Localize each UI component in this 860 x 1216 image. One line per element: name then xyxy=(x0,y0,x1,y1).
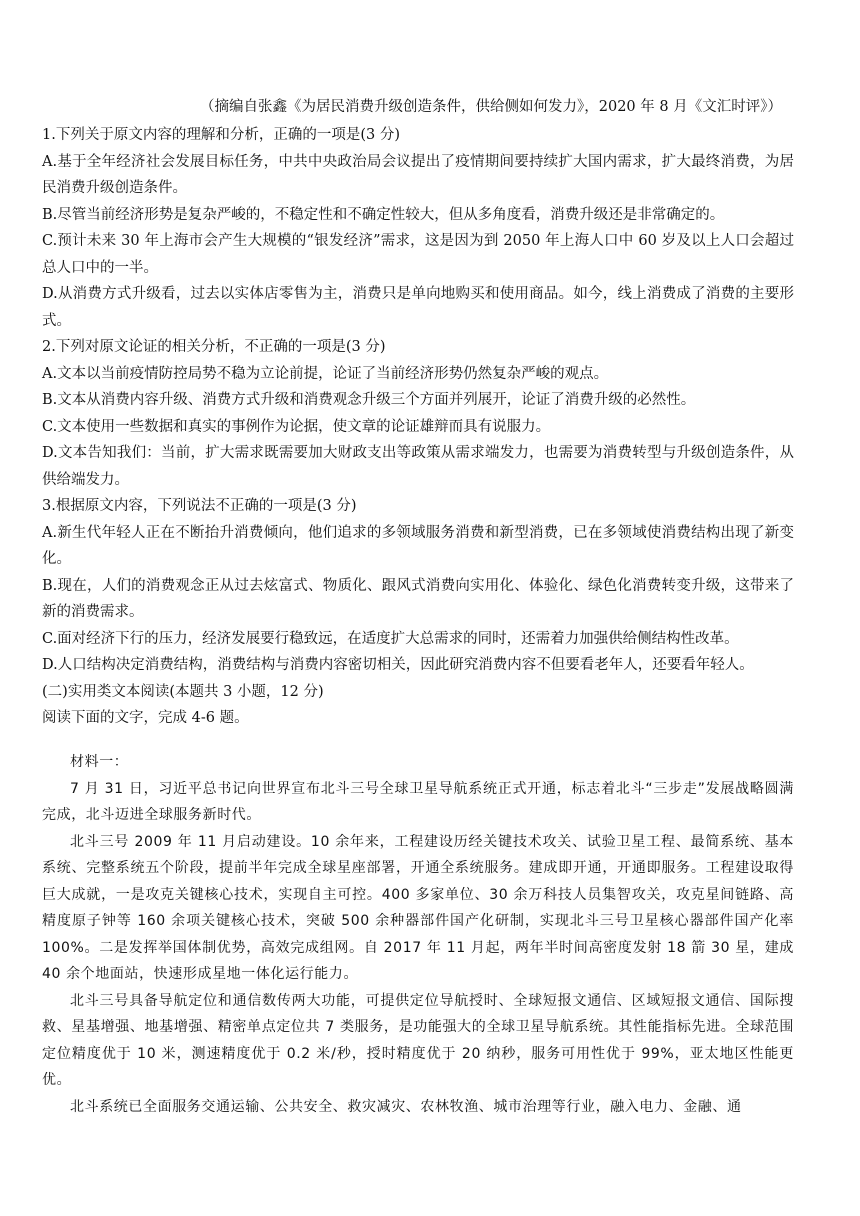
option-a: A.文本以当前疫情防控局势不稳为立论前提，论证了当前经济形势仍然复杂严峻的观点。 xyxy=(42,365,609,382)
option-b: B.尽管当前经济形势是复杂严峻的，不稳定性和不确定性较大，但从多角度看，消费升级还是非常确定的。 xyxy=(42,206,725,223)
option-d: D.人口结构决定消费结构，消费结构与消费内容密切相关，因此研究消费内容不但要看老年人，还要看年轻人。 xyxy=(42,657,754,673)
option-c: C.面对经济下行的压力，经济发展要行稳致远，在适度扩大总需求的同时，还需着力加强供给侧结构性改革。 xyxy=(42,630,739,647)
option-b: B.文本从消费内容升级、消费方式升级和消费观念升级三个方面并列展开，论证了消费升级的必然性。 xyxy=(42,392,696,408)
option-b: B.现在，人们的消费观念正从过去炫富式、物质化、跟风式消费向实用化、体验化、绿色化消费转变升级，这带来了新的消费需求。 xyxy=(42,577,794,620)
question-stem: 3.根据原文内容，下列说法不正确的一项是(3 分) xyxy=(42,498,357,514)
material-label: 材料一： xyxy=(70,754,129,770)
material-text xyxy=(42,749,794,1120)
option-c: C.预计未来 30 年上海市会产生大规模的“银发经济”需求，这是因为到 2050 年上海人口中 60 岁及以上人口会超过总人口中的一半。 xyxy=(42,233,794,276)
material-paragraph: 北斗三号具备导航定位和通信数传两大功能，可提供定位导航授时、全球短报文通信、区域短报文通信、国际搜救、星基增强、地基增强、精密单点定位共 7 类服务，是功能强大的全球卫星导航系统。其性能指标先进。全球范围定位精度优于 10 米，测速精度优于 0.2 米/秒，授时精度优于 20 纳秒，服务可用性优于 99%，亚太地区性能更优。 xyxy=(42,992,794,1088)
question-stem: 2.下列对原文论证的相关分析，不正确的一项是(3 分) xyxy=(42,339,386,355)
material-paragraph: 北斗三号 2009 年 11 月启动建设。10 余年来，工程建设历经关键技术攻关、试验卫星工程、最简系统、基本系统、完整系统五个阶段，提前半年完成全球星座部署，开通全系统服务。建成即开通，开通即服务。工程建设取得巨大成就，一是攻克关键核心技术，实现自主可控。400 多家单位、30 余万科技人员集智攻关，攻克星间链路、高精度原子钟等 160 余项关键核心技术，突破 500 余种器部件国产化研制，实现北斗三号卫星核心器部件国产化率 100%。二是发挥举国体制优势，高效完成组网。自 2017 年 11 月起，两年半时间高密度发射 18 箭 30 星，建成 40 余个地面站，快速形成星地一体化运行能力。 xyxy=(42,833,794,982)
option-d: D.文本告知我们：当前，扩大需求既需要加大财政支出等政策从需求端发力，也需要为消费转型与升级创造条件，从供给端发力。 xyxy=(42,445,794,488)
question-stem: 1.下列关于原文内容的理解和分析，正确的一项是(3 分) xyxy=(42,127,400,143)
option-d: D.从消费方式升级看，过去以实体店零售为主，消费只是单向地购买和使用商品。如今，线上消费成了消费的主要形式。 xyxy=(42,286,794,329)
option-a: A.基于全年经济社会发展目标任务，中共中央政治局会议提出了疫情期间要持续扩大国内需求，扩大最终消费，为居民消费升级创造条件。 xyxy=(42,153,794,196)
material-paragraph: 北斗系统已全面服务交通运输、公共安全、救灾减灾、农林牧渔、城市治理等行业，融入电力、金融、通 xyxy=(70,1098,742,1115)
option-c: C.文本使用一些数据和真实的事例作为论据，使文章的论证雄辩而具有说服力。 xyxy=(42,418,551,435)
option-a: A.新生代年轻人正在不断抬升消费倾向，他们追求的多领域服务消费和新型消费，已在多领域使消费结构出现了新变化。 xyxy=(42,524,794,567)
source-citation: （摘编自张鑫《为居民消费升级创造条件，供给侧如何发力》，2020 年 8 月《文汇时评》） xyxy=(200,99,782,115)
material-paragraph: 7 月 31 日，习近平总书记向世界宣布北斗三号全球卫星导航系统正式开通，标志着北斗“三步走”发展战略圆满完成，北斗迈进全球服务新时代。 xyxy=(42,780,794,823)
questions-block xyxy=(42,122,794,732)
section-title: (二)实用类文本阅读(本题共 3 小题，12 分) xyxy=(42,683,324,700)
reading-instruction: 阅读下面的文字，完成 4-6 题。 xyxy=(42,710,249,726)
